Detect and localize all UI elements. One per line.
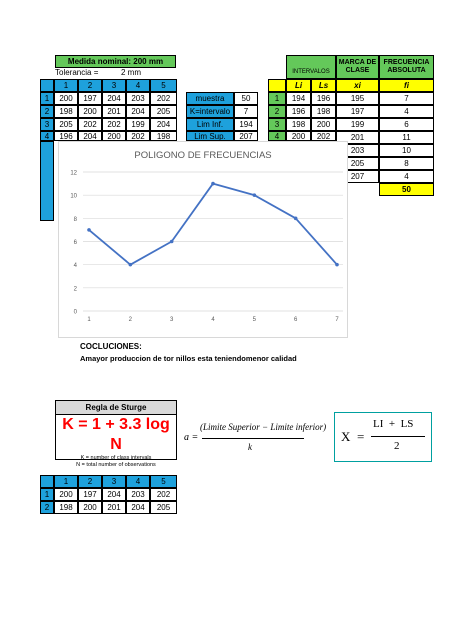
bottom-cell: 203 — [126, 488, 150, 501]
main-cell: 200 — [78, 105, 102, 118]
formula-a-lhs: a = — [184, 432, 199, 443]
bottom-col-header: 3 — [102, 475, 126, 488]
marca-de-clase-header: MARCA DE CLASE — [336, 55, 379, 79]
main-cell: 202 — [78, 118, 102, 131]
data-point — [335, 263, 339, 267]
bottom-table-corner — [40, 475, 54, 488]
data-point — [294, 217, 298, 221]
x-tick-label: 3 — [169, 317, 174, 323]
formula-x-numerator: LI + LS — [373, 418, 414, 430]
medida-nominal-header: Medida nominal: 200 mm — [55, 55, 176, 68]
bottom-col-header: 2 — [78, 475, 102, 488]
xi-header: xi — [336, 79, 379, 92]
main-cell: 200 — [102, 131, 126, 141]
main-cell: 202 — [126, 131, 150, 141]
intervalos-header: INTERVALOS — [286, 55, 336, 79]
freq-fi: 8 — [379, 157, 434, 170]
formula-a — [184, 418, 327, 460]
li-header: Li — [286, 79, 311, 92]
main-cell: 199 — [126, 118, 150, 131]
formula-x-equals: = — [357, 429, 365, 444]
main-table-corner — [40, 79, 54, 92]
main-cell: 204 — [102, 92, 126, 105]
main-cell: 203 — [126, 92, 150, 105]
freq-li: 198 — [286, 118, 311, 131]
freq-row-index: 1 — [268, 92, 286, 105]
bottom-col-header: 4 — [126, 475, 150, 488]
freq-xi: 201 — [336, 131, 379, 144]
main-row-index: 2 — [40, 105, 54, 118]
bottom-cell: 201 — [102, 501, 126, 514]
tolerancia-value: 2 mm — [121, 68, 141, 77]
freq-ls: 202 — [311, 131, 336, 141]
freq-xi: 203 — [336, 144, 379, 157]
chart-svg — [59, 142, 347, 337]
main-cell: 202 — [102, 118, 126, 131]
main-cell: 198 — [54, 105, 78, 118]
main-row-index-stub — [40, 141, 54, 221]
freq-xi: 199 — [336, 118, 379, 131]
y-tick-label: 4 — [73, 263, 77, 270]
formula-a-denominator: k — [248, 442, 252, 452]
x-tick-label: 6 — [293, 317, 298, 323]
freq-ls: 198 — [311, 105, 336, 118]
stat-value: 194 — [234, 118, 258, 131]
chart-title: POLIGONO DE FRECUENCIAS — [134, 150, 272, 161]
freq-xi: 195 — [336, 92, 379, 105]
stat-label: Lim Sup. — [186, 131, 234, 141]
main-col-header: 2 — [78, 79, 102, 92]
y-tick-label: 0 — [73, 309, 77, 316]
main-cell: 205 — [150, 105, 177, 118]
freq-fi: 4 — [379, 105, 434, 118]
bottom-cell: 204 — [126, 501, 150, 514]
formula-a-numerator: (Limite Superior − Limite inferior) — [200, 422, 327, 432]
x-tick-label: 1 — [87, 317, 91, 323]
freq-li: 194 — [286, 92, 311, 105]
data-point — [253, 193, 257, 197]
sturge-note-n: N = total number of observations — [76, 462, 156, 468]
tolerancia-label: Tolerancia = — [55, 68, 99, 77]
main-cell: 197 — [78, 92, 102, 105]
formula-x-denominator: 2 — [394, 440, 400, 452]
main-cell: 198 — [150, 131, 177, 141]
main-row-index: 3 — [40, 118, 54, 131]
stat-value: 7 — [234, 105, 258, 118]
y-tick-label: 10 — [70, 193, 77, 200]
main-row-index: 4 — [40, 131, 54, 141]
stat-label: muestra — [186, 92, 234, 105]
freq-corner — [268, 79, 286, 92]
sturge-formula: K = 1 + 3.3 log N — [62, 416, 170, 453]
sturge-box — [55, 400, 177, 468]
freq-ls: 196 — [311, 92, 336, 105]
freq-li: 196 — [286, 105, 311, 118]
bottom-cell: 204 — [102, 488, 126, 501]
bottom-col-header: 5 — [150, 475, 177, 488]
freq-li: 200 — [286, 131, 311, 141]
ls-header: Ls — [311, 79, 336, 92]
x-tick-label: 4 — [211, 317, 215, 323]
freq-fi: 7 — [379, 92, 434, 105]
bottom-cell: 205 — [150, 501, 177, 514]
formula-x-lhs: X — [341, 429, 351, 444]
freq-row-index: 3 — [268, 118, 286, 131]
frecuencia-absoluta-header: FRECUENCIA ABSOLUTA — [379, 55, 434, 79]
bottom-col-header: 1 — [54, 475, 78, 488]
freq-row-index: 4 — [268, 131, 286, 141]
main-cell: 205 — [54, 118, 78, 131]
freq-fi: 4 — [379, 170, 434, 183]
main-col-header: 3 — [102, 79, 126, 92]
sturge-title: Regla de Sturge — [56, 401, 176, 415]
data-point — [211, 182, 215, 186]
main-cell: 204 — [78, 131, 102, 141]
data-point — [129, 263, 133, 267]
conclusions-title: COCLUCIONES: — [80, 342, 142, 351]
main-col-header: 4 — [126, 79, 150, 92]
main-cell: 196 — [54, 131, 78, 141]
bottom-cell: 198 — [54, 501, 78, 514]
freq-ls: 200 — [311, 118, 336, 131]
freq-xi: 197 — [336, 105, 379, 118]
main-cell: 202 — [150, 92, 177, 105]
y-tick-label: 2 — [73, 286, 77, 293]
x-tick-label: 5 — [252, 317, 257, 323]
y-tick-label: 8 — [73, 216, 77, 223]
bottom-row-index: 2 — [40, 501, 54, 514]
sturge-note-k: K = number of class intervals — [80, 455, 152, 461]
y-tick-label: 6 — [73, 240, 77, 246]
main-row-index: 1 — [40, 92, 54, 105]
fi-header: fi — [379, 79, 434, 92]
conclusions-text: Amayor produccion de tor nillos esta teniendomenor calidad — [80, 354, 297, 363]
bottom-cell: 197 — [78, 488, 102, 501]
stat-label: K=intervalo — [186, 105, 234, 118]
bottom-row-index: 1 — [40, 488, 54, 501]
main-col-header: 1 — [54, 79, 78, 92]
bottom-cell: 200 — [54, 488, 78, 501]
freq-xi: 207 — [336, 170, 379, 183]
stat-value: 50 — [234, 92, 258, 105]
main-cell: 204 — [126, 105, 150, 118]
freq-fi: 11 — [379, 131, 434, 144]
main-col-header: 5 — [150, 79, 177, 92]
stat-label: Lim Inf. — [186, 118, 234, 131]
freq-total: 50 — [379, 183, 434, 196]
main-cell: 200 — [54, 92, 78, 105]
freq-row-index: 2 — [268, 105, 286, 118]
y-tick-label: 12 — [70, 170, 77, 177]
series-line — [89, 184, 337, 265]
data-point — [87, 228, 91, 232]
x-tick-label: 7 — [335, 317, 339, 323]
formula-x-bar — [371, 436, 425, 437]
main-cell: 201 — [102, 105, 126, 118]
x-tick-label: 2 — [128, 317, 133, 323]
freq-fi: 10 — [379, 144, 434, 157]
formula-a-bar — [202, 438, 304, 439]
bottom-cell: 200 — [78, 501, 102, 514]
freq-fi: 6 — [379, 118, 434, 131]
main-cell: 204 — [150, 118, 177, 131]
stat-value: 207 — [234, 131, 258, 141]
data-point — [170, 240, 174, 244]
poligono-chart — [58, 141, 348, 338]
freq-xi: 205 — [336, 157, 379, 170]
formula-x — [334, 412, 432, 462]
bottom-cell: 202 — [150, 488, 177, 501]
